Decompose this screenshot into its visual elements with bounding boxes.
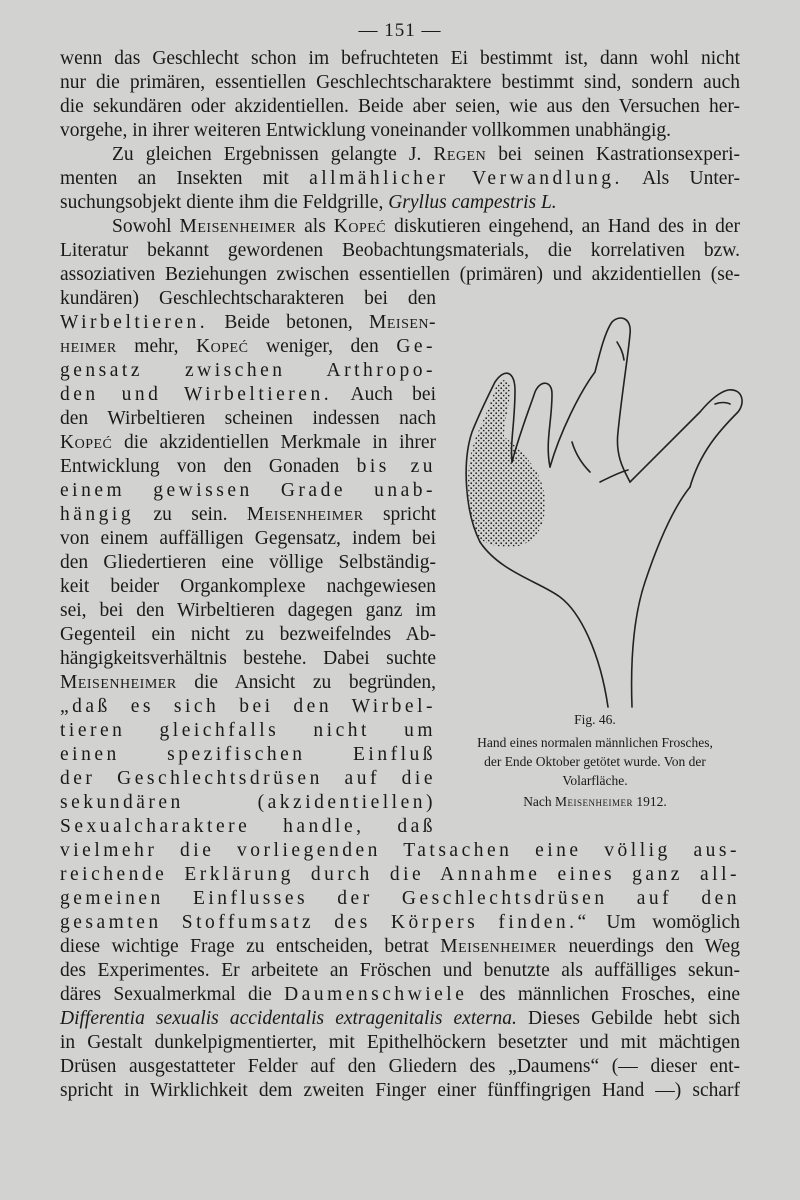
text-line: den Gliedertieren eine völlige Selbständig- bbox=[60, 552, 436, 573]
text-line: diese wichtige Frage zu entscheiden, betrat Meisenheimer neuerdings den Weg bbox=[60, 936, 741, 957]
text-line: vielmehr die vorliegenden Tatsachen eine völlig aus- bbox=[60, 840, 740, 861]
text-line: gesamten Stoffumsatz des Körpers finden.“ Um womöglich bbox=[60, 912, 740, 933]
text-line: in Gestalt dunkelpigmentierter, mit Epithelhöckern besetzter und mit mächtigen bbox=[60, 1032, 740, 1053]
text-line: spricht in Wirklichkeit dem zweiten Finger einer fünffingrigen Hand —) scharf bbox=[60, 1080, 740, 1101]
text-line: die sekundären oder akzidentiellen. Beide aber seien, wie aus den Versuchen her- bbox=[60, 96, 740, 117]
figure-credit: Nach Meisenheimer 1912. bbox=[523, 794, 667, 809]
text-line: einem gewissen Grade unab- bbox=[60, 480, 436, 501]
text-line: hängig zu sein. Meisenheimer spricht bbox=[60, 504, 437, 525]
text-line: Meisenheimer die Ansicht zu begründen, bbox=[60, 672, 437, 693]
text-line: Kopeć die akzidentiellen Merkmale in ihrer bbox=[60, 432, 436, 453]
text-line: reichende Erklärung durch die Annahme eines ganz all- bbox=[60, 864, 740, 885]
text-line: den Wirbeltieren scheinen indessen nach bbox=[60, 408, 436, 429]
text-line: sei, bei den Wirbeltieren dagegen ganz im bbox=[60, 600, 436, 621]
frog-hand-figure bbox=[460, 312, 750, 712]
text-line: kundären) Geschlechtscharakteren bei den bbox=[60, 288, 436, 309]
text-line: Sexualcharaktere handle, daß bbox=[60, 816, 436, 837]
text-line: des Experimentes. Er arbeitete an Fröschen und benutzte als auffälliges sekun- bbox=[60, 960, 740, 981]
text-line: assoziativen Beziehungen zwischen essentiellen (primären) und akzidentiellen (se- bbox=[60, 264, 740, 285]
text-line: von einem auffälligen Gegensatz, indem bei bbox=[60, 528, 436, 549]
text-line: menten an Insekten mit allmählicher Verwandlung. Als Unter- bbox=[60, 168, 740, 189]
figure-caption-line: der Ende Oktober getötet wurde. Von der bbox=[484, 754, 706, 769]
text-line: der Geschlechtsdrüsen auf die bbox=[60, 768, 436, 789]
text-line: Drüsen ausgestatteter Felder auf den Gliedern des „Daumens“ (— dieser ent- bbox=[60, 1056, 740, 1077]
text-line: nur die primären, essentiellen Geschlechtscharaktere bestimmt sind, sondern auch bbox=[60, 72, 740, 93]
text-line: suchungsobjekt diente ihm die Feldgrille, Gryllus campestris L. bbox=[60, 192, 557, 213]
figure-label: Fig. 46. bbox=[574, 712, 616, 727]
text-line: Differentia sexualis accidentalis extragenitalis externa. Dieses Gebilde hebt sich bbox=[60, 1008, 741, 1029]
text-line: hängigkeitsverhältnis bestehe. Dabei suchte bbox=[60, 648, 436, 669]
text-line: wenn das Geschlecht schon im befruchteten Ei bestimmt ist, dann wohl nicht bbox=[60, 48, 740, 69]
frog-hand-drawing bbox=[460, 312, 750, 712]
figure-caption-line: Volarfläche. bbox=[562, 773, 628, 788]
figure-caption-line: Hand eines normalen männlichen Frosches, bbox=[477, 735, 713, 750]
text-line: Sowohl Meisenheimer als Kopeć diskutieren eingehend, an Hand des in der bbox=[112, 216, 741, 237]
text-line: einen spezifischen Einfluß bbox=[60, 744, 436, 765]
text-line: däres Sexualmerkmal die Daumenschwiele des männlichen Frosches, eine bbox=[60, 984, 741, 1005]
text-line: Literatur bekannt gewordenen Beobachtungsmaterials, die korrelativen bzw. bbox=[60, 240, 740, 261]
text-line: tieren gleichfalls nicht um bbox=[60, 720, 436, 741]
text-line: Zu gleichen Ergebnissen gelangte J. Regen bei seinen Kastrationsexperi- bbox=[112, 144, 741, 165]
text-line: gensatz zwischen Arthropo- bbox=[60, 360, 436, 381]
text-line: Entwicklung von den Gonaden bis zu bbox=[60, 456, 436, 477]
text-line: keit beider Organkomplexe nachgewiesen bbox=[60, 576, 436, 597]
text-line: den und Wirbeltieren. Auch bei bbox=[60, 384, 436, 405]
text-line: vorgehe, in ihrer weiteren Entwicklung voneinander vollkommen unabhängig. bbox=[60, 120, 672, 141]
text-line: gemeinen Einflusses der Geschlechtsdrüsen auf den bbox=[60, 888, 740, 909]
text-line: Wirbeltieren. Beide betonen, Meisen- bbox=[60, 312, 437, 333]
text-line: sekundären (akzidentiellen) bbox=[60, 792, 436, 813]
text-line: Gegenteil ein nicht zu bezweifelndes Ab- bbox=[60, 624, 436, 645]
page-number: — 151 — bbox=[358, 20, 442, 41]
text-line: heimer mehr, Kopeć weniger, den Ge- bbox=[60, 336, 437, 357]
text-line: „daß es sich bei den Wirbel- bbox=[60, 696, 436, 717]
